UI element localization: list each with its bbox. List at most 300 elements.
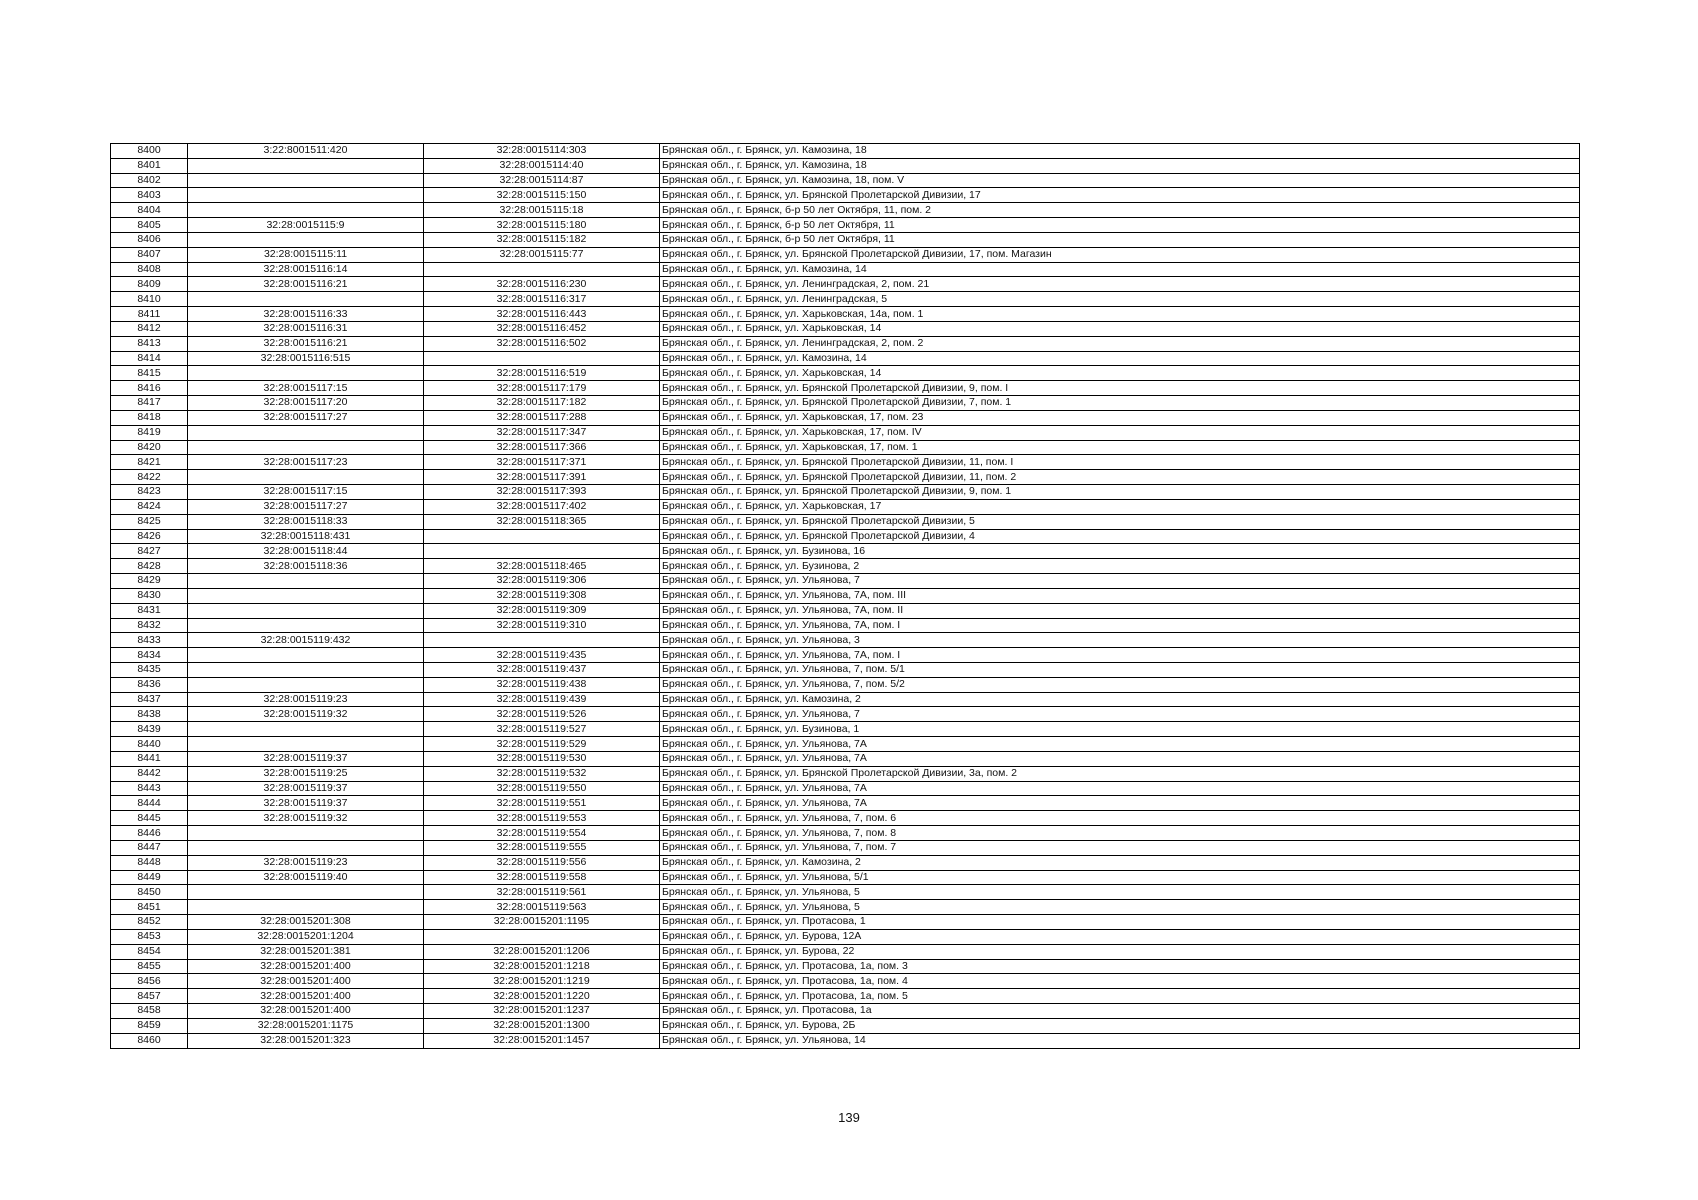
table-row [111, 574, 1580, 589]
parcel-number-cell [188, 618, 424, 633]
row-number-cell: 8418 [111, 410, 188, 425]
row-number-cell: 8443 [111, 781, 188, 796]
row-number-cell: 8457 [111, 989, 188, 1004]
object-number-cell: 32:28:0015201:1220 [424, 989, 660, 1004]
row-number-cell: 8437 [111, 692, 188, 707]
row-number-cell: 8450 [111, 885, 188, 900]
table-row [111, 529, 1580, 544]
table-row [111, 870, 1580, 885]
address-cell: Брянская обл., г. Брянск, ул. Ульянова, 7, пом. 5/1 [660, 662, 1580, 677]
object-number-cell: 32:28:0015119:435 [424, 648, 660, 663]
parcel-number-cell: 32:28:0015201:381 [188, 944, 424, 959]
object-number-cell [424, 633, 660, 648]
address-cell: Брянская обл., г. Брянск, ул. Бузинова, 1 [660, 722, 1580, 737]
parcel-number-cell [188, 648, 424, 663]
parcel-number-cell [188, 737, 424, 752]
parcel-number-cell: 3:22:8001511:420 [188, 144, 424, 159]
parcel-number-cell [188, 203, 424, 218]
address-cell: Брянская обл., г. Брянск, ул. Бурова, 22 [660, 944, 1580, 959]
address-cell: Брянская обл., г. Брянск, ул. Ульянова, 14 [660, 1033, 1580, 1048]
address-cell: Брянская обл., г. Брянск, ул. Ульянова, 7А [660, 751, 1580, 766]
address-cell: Брянская обл., г. Брянск, ул. Ульянова, 7А [660, 781, 1580, 796]
address-cell: Брянская обл., г. Брянск, ул. Харьковская, 17, пом. 23 [660, 410, 1580, 425]
table-row [111, 158, 1580, 173]
table-row [111, 648, 1580, 663]
address-cell: Брянская обл., г. Брянск, ул. Брянской Пролетарской Дивизии, 17, пом. Магазин [660, 247, 1580, 262]
parcel-number-cell: 32:28:0015116:21 [188, 336, 424, 351]
parcel-number-cell [188, 173, 424, 188]
table-row [111, 677, 1580, 692]
address-cell: Брянская обл., г. Брянск, ул. Ульянова, 5 [660, 885, 1580, 900]
row-number-cell: 8459 [111, 1018, 188, 1033]
object-number-cell: 32:28:0015119:550 [424, 781, 660, 796]
object-number-cell: 32:28:0015119:561 [424, 885, 660, 900]
parcel-number-cell [188, 425, 424, 440]
parcel-number-cell [188, 840, 424, 855]
object-number-cell: 32:28:0015119:306 [424, 574, 660, 589]
object-number-cell: 32:28:0015114:40 [424, 158, 660, 173]
parcel-number-cell: 32:28:0015118:33 [188, 514, 424, 529]
row-number-cell: 8426 [111, 529, 188, 544]
row-number-cell: 8452 [111, 915, 188, 930]
table-row [111, 974, 1580, 989]
address-cell: Брянская обл., г. Брянск, ул. Харьковская, 17, пом. 1 [660, 440, 1580, 455]
table-row [111, 751, 1580, 766]
row-number-cell: 8448 [111, 855, 188, 870]
address-cell: Брянская обл., г. Брянск, ул. Ульянова, 5/1 [660, 870, 1580, 885]
row-number-cell: 8456 [111, 974, 188, 989]
table-row [111, 796, 1580, 811]
row-number-cell: 8415 [111, 366, 188, 381]
object-number-cell: 32:28:0015116:317 [424, 292, 660, 307]
table-row [111, 855, 1580, 870]
object-number-cell: 32:28:0015117:347 [424, 425, 660, 440]
table-row [111, 381, 1580, 396]
object-number-cell: 32:28:0015115:180 [424, 218, 660, 233]
address-cell: Брянская обл., г. Брянск, ул. Камозина, 18 [660, 144, 1580, 159]
address-cell: Брянская обл., г. Брянск, ул. Брянской Пролетарской Дивизии, 9, пом. I [660, 381, 1580, 396]
object-number-cell: 32:28:0015119:308 [424, 588, 660, 603]
row-number-cell: 8441 [111, 751, 188, 766]
row-number-cell: 8454 [111, 944, 188, 959]
row-number-cell: 8460 [111, 1033, 188, 1048]
object-number-cell: 32:28:0015115:18 [424, 203, 660, 218]
object-number-cell: 32:28:0015117:288 [424, 410, 660, 425]
object-number-cell: 32:28:0015119:529 [424, 737, 660, 752]
row-number-cell: 8402 [111, 173, 188, 188]
parcel-number-cell: 32:28:0015119:23 [188, 692, 424, 707]
address-cell: Брянская обл., г. Брянск, ул. Камозина, 18, пом. V [660, 173, 1580, 188]
object-number-cell: 32:28:0015119:439 [424, 692, 660, 707]
address-cell: Брянская обл., г. Брянск, ул. Брянской Пролетарской Дивизии, 9, пом. 1 [660, 485, 1580, 500]
object-number-cell: 32:28:0015117:366 [424, 440, 660, 455]
parcel-number-cell: 32:28:0015116:515 [188, 351, 424, 366]
parcel-number-cell: 32:28:0015119:32 [188, 707, 424, 722]
object-number-cell: 32:28:0015119:556 [424, 855, 660, 870]
table-row [111, 173, 1580, 188]
address-cell: Брянская обл., г. Брянск, ул. Ульянова, 3 [660, 633, 1580, 648]
row-number-cell: 8432 [111, 618, 188, 633]
table-row [111, 396, 1580, 411]
row-number-cell: 8425 [111, 514, 188, 529]
parcel-number-cell: 32:28:0015117:27 [188, 499, 424, 514]
object-number-cell: 32:28:0015119:438 [424, 677, 660, 692]
row-number-cell: 8417 [111, 396, 188, 411]
table-row [111, 1004, 1580, 1019]
address-cell: Брянская обл., г. Брянск, ул. Ленинградская, 2, пом. 2 [660, 336, 1580, 351]
address-cell: Брянская обл., г. Брянск, ул. Ульянова, 7 [660, 707, 1580, 722]
address-cell: Брянская обл., г. Брянск, ул. Протасова, 1а, пом. 3 [660, 959, 1580, 974]
table-row [111, 455, 1580, 470]
address-cell: Брянская обл., г. Брянск, ул. Ульянова, 7А, пом. III [660, 588, 1580, 603]
object-number-cell: 32:28:0015116:230 [424, 277, 660, 292]
object-number-cell: 32:28:0015119:527 [424, 722, 660, 737]
parcel-number-cell: 32:28:0015119:32 [188, 811, 424, 826]
row-number-cell: 8409 [111, 277, 188, 292]
address-cell: Брянская обл., г. Брянск, ул. Ульянова, 7А [660, 737, 1580, 752]
object-number-cell [424, 929, 660, 944]
table-row [111, 707, 1580, 722]
row-number-cell: 8458 [111, 1004, 188, 1019]
table-row [111, 203, 1580, 218]
address-cell: Брянская обл., г. Брянск, ул. Протасова, 1а [660, 1004, 1580, 1019]
row-number-cell: 8400 [111, 144, 188, 159]
row-number-cell: 8404 [111, 203, 188, 218]
parcel-number-cell: 32:28:0015201:400 [188, 1004, 424, 1019]
address-cell: Брянская обл., г. Брянск, ул. Камозина, 14 [660, 351, 1580, 366]
table-row [111, 232, 1580, 247]
address-cell: Брянская обл., г. Брянск, ул. Ульянова, 7А, пом. II [660, 603, 1580, 618]
row-number-cell: 8423 [111, 485, 188, 500]
address-cell: Брянская обл., г. Брянск, ул. Ульянова, 7, пом. 5/2 [660, 677, 1580, 692]
parcel-number-cell: 32:28:0015119:40 [188, 870, 424, 885]
row-number-cell: 8434 [111, 648, 188, 663]
parcel-number-cell [188, 677, 424, 692]
address-cell: Брянская обл., г. Брянск, ул. Ленинградская, 2, пом. 21 [660, 277, 1580, 292]
object-number-cell: 32:28:0015116:502 [424, 336, 660, 351]
row-number-cell: 8401 [111, 158, 188, 173]
table-row [111, 840, 1580, 855]
row-number-cell: 8447 [111, 840, 188, 855]
address-cell: Брянская обл., г. Брянск, ул. Брянской Пролетарской Дивизии, 11, пом. I [660, 455, 1580, 470]
address-cell: Брянская обл., г. Брянск, ул. Брянской Пролетарской Дивизии, 5 [660, 514, 1580, 529]
table-row [111, 885, 1580, 900]
row-number-cell: 8422 [111, 470, 188, 485]
table-row [111, 544, 1580, 559]
table-row [111, 336, 1580, 351]
parcel-number-cell: 32:28:0015116:21 [188, 277, 424, 292]
object-number-cell: 32:28:0015117:393 [424, 485, 660, 500]
row-number-cell: 8410 [111, 292, 188, 307]
row-number-cell: 8444 [111, 796, 188, 811]
address-cell: Брянская обл., г. Брянск, ул. Протасова, 1 [660, 915, 1580, 930]
registry-table-body [111, 144, 1580, 1049]
table-row [111, 410, 1580, 425]
parcel-number-cell: 32:28:0015201:1175 [188, 1018, 424, 1033]
address-cell: Брянская обл., г. Брянск, ул. Ульянова, 7А, пом. I [660, 618, 1580, 633]
table-row [111, 588, 1580, 603]
table-row [111, 900, 1580, 915]
row-number-cell: 8435 [111, 662, 188, 677]
object-number-cell: 32:28:0015114:303 [424, 144, 660, 159]
address-cell: Брянская обл., г. Брянск, ул. Брянской Пролетарской Дивизии, 7, пом. 1 [660, 396, 1580, 411]
table-row [111, 499, 1580, 514]
row-number-cell: 8416 [111, 381, 188, 396]
table-row [111, 989, 1580, 1004]
address-cell: Брянская обл., г. Брянск, ул. Ульянова, 7А [660, 796, 1580, 811]
table-row [111, 144, 1580, 159]
row-number-cell: 8440 [111, 737, 188, 752]
table-row [111, 929, 1580, 944]
object-number-cell: 32:28:0015201:1195 [424, 915, 660, 930]
address-cell: Брянская обл., г. Брянск, ул. Протасова, 1а, пом. 5 [660, 989, 1580, 1004]
row-number-cell: 8431 [111, 603, 188, 618]
address-cell: Брянская обл., г. Брянск, ул. Брянской Пролетарской Дивизии, 11, пом. 2 [660, 470, 1580, 485]
address-cell: Брянская обл., г. Брянск, ул. Брянской Пролетарской Дивизии, 17 [660, 188, 1580, 203]
parcel-number-cell: 32:28:0015119:37 [188, 751, 424, 766]
registry-table [110, 143, 1580, 1049]
object-number-cell: 32:28:0015117:371 [424, 455, 660, 470]
object-number-cell: 32:28:0015119:310 [424, 618, 660, 633]
address-cell: Брянская обл., г. Брянск, ул. Ульянова, 7А, пом. I [660, 648, 1580, 663]
parcel-number-cell: 32:28:0015118:44 [188, 544, 424, 559]
table-row [111, 321, 1580, 336]
parcel-number-cell [188, 158, 424, 173]
table-row [111, 218, 1580, 233]
parcel-number-cell [188, 440, 424, 455]
row-number-cell: 8439 [111, 722, 188, 737]
table-row [111, 1018, 1580, 1033]
address-cell: Брянская обл., г. Брянск, ул. Камозина, 14 [660, 262, 1580, 277]
object-number-cell: 32:28:0015118:465 [424, 559, 660, 574]
parcel-number-cell: 32:28:0015117:23 [188, 455, 424, 470]
object-number-cell [424, 351, 660, 366]
table-row [111, 662, 1580, 677]
table-row [111, 826, 1580, 841]
address-cell: Брянская обл., г. Брянск, ул. Ульянова, 7 [660, 574, 1580, 589]
address-cell: Брянская обл., г. Брянск, ул. Ульянова, 7, пом. 7 [660, 840, 1580, 855]
object-number-cell: 32:28:0015115:77 [424, 247, 660, 262]
parcel-number-cell: 32:28:0015201:400 [188, 959, 424, 974]
row-number-cell: 8429 [111, 574, 188, 589]
parcel-number-cell: 32:28:0015119:432 [188, 633, 424, 648]
address-cell: Брянская обл., г. Брянск, ул. Харьковская, 14 [660, 321, 1580, 336]
parcel-number-cell: 32:28:0015116:33 [188, 307, 424, 322]
table-row [111, 959, 1580, 974]
object-number-cell: 32:28:0015119:437 [424, 662, 660, 677]
table-row [111, 277, 1580, 292]
object-number-cell: 32:28:0015117:179 [424, 381, 660, 396]
table-row [111, 247, 1580, 262]
table-row [111, 915, 1580, 930]
row-number-cell: 8442 [111, 766, 188, 781]
table-row [111, 766, 1580, 781]
address-cell: Брянская обл., г. Брянск, ул. Камозина, 2 [660, 855, 1580, 870]
address-cell: Брянская обл., г. Брянск, ул. Харьковская, 14а, пом. 1 [660, 307, 1580, 322]
address-cell: Брянская обл., г. Брянск, ул. Брянской Пролетарской Дивизии, 4 [660, 529, 1580, 544]
address-cell: Брянская обл., г. Брянск, ул. Харьковская, 17 [660, 499, 1580, 514]
object-number-cell: 32:28:0015118:365 [424, 514, 660, 529]
parcel-number-cell [188, 885, 424, 900]
parcel-number-cell: 32:28:0015119:25 [188, 766, 424, 781]
address-cell: Брянская обл., г. Брянск, б-р 50 лет Октября, 11 [660, 218, 1580, 233]
parcel-number-cell [188, 603, 424, 618]
row-number-cell: 8421 [111, 455, 188, 470]
parcel-number-cell: 32:28:0015201:400 [188, 989, 424, 1004]
table-row [111, 618, 1580, 633]
row-number-cell: 8430 [111, 588, 188, 603]
row-number-cell: 8455 [111, 959, 188, 974]
address-cell: Брянская обл., г. Брянск, ул. Брянской Пролетарской Дивизии, 3а, пом. 2 [660, 766, 1580, 781]
table-row [111, 485, 1580, 500]
object-number-cell: 32:28:0015201:1206 [424, 944, 660, 959]
parcel-number-cell: 32:28:0015119:37 [188, 781, 424, 796]
table-row [111, 366, 1580, 381]
table-row [111, 737, 1580, 752]
parcel-number-cell: 32:28:0015201:323 [188, 1033, 424, 1048]
parcel-number-cell: 32:28:0015117:15 [188, 485, 424, 500]
parcel-number-cell [188, 900, 424, 915]
table-row [111, 781, 1580, 796]
object-number-cell: 32:28:0015201:1218 [424, 959, 660, 974]
parcel-number-cell [188, 574, 424, 589]
table-row [111, 1033, 1580, 1048]
object-number-cell: 32:28:0015119:555 [424, 840, 660, 855]
row-number-cell: 8438 [111, 707, 188, 722]
table-row [111, 470, 1580, 485]
address-cell: Брянская обл., г. Брянск, ул. Харьковская, 17, пом. IV [660, 425, 1580, 440]
row-number-cell: 8413 [111, 336, 188, 351]
row-number-cell: 8408 [111, 262, 188, 277]
object-number-cell: 32:28:0015115:150 [424, 188, 660, 203]
object-number-cell [424, 529, 660, 544]
table-row [111, 307, 1580, 322]
table-row [111, 351, 1580, 366]
address-cell: Брянская обл., г. Брянск, ул. Камозина, 18 [660, 158, 1580, 173]
row-number-cell: 8411 [111, 307, 188, 322]
object-number-cell: 32:28:0015119:558 [424, 870, 660, 885]
object-number-cell: 32:28:0015116:452 [424, 321, 660, 336]
object-number-cell: 32:28:0015119:530 [424, 751, 660, 766]
parcel-number-cell: 32:28:0015117:27 [188, 410, 424, 425]
row-number-cell: 8453 [111, 929, 188, 944]
table-row [111, 425, 1580, 440]
row-number-cell: 8420 [111, 440, 188, 455]
parcel-number-cell [188, 662, 424, 677]
parcel-number-cell: 32:28:0015117:20 [188, 396, 424, 411]
parcel-number-cell [188, 826, 424, 841]
object-number-cell: 32:28:0015201:1457 [424, 1033, 660, 1048]
address-cell: Брянская обл., г. Брянск, ул. Ленинградская, 5 [660, 292, 1580, 307]
table-row [111, 603, 1580, 618]
row-number-cell: 8405 [111, 218, 188, 233]
parcel-number-cell [188, 292, 424, 307]
object-number-cell: 32:28:0015119:554 [424, 826, 660, 841]
address-cell: Брянская обл., г. Брянск, ул. Бурова, 12А [660, 929, 1580, 944]
parcel-number-cell [188, 232, 424, 247]
table-row [111, 811, 1580, 826]
object-number-cell: 32:28:0015117:391 [424, 470, 660, 485]
address-cell: Брянская обл., г. Брянск, ул. Ульянова, 5 [660, 900, 1580, 915]
parcel-number-cell: 32:28:0015116:31 [188, 321, 424, 336]
object-number-cell: 32:28:0015116:443 [424, 307, 660, 322]
address-cell: Брянская обл., г. Брянск, ул. Харьковская, 14 [660, 366, 1580, 381]
parcel-number-cell: 32:28:0015119:23 [188, 855, 424, 870]
parcel-number-cell [188, 722, 424, 737]
table-row [111, 292, 1580, 307]
page-number: 139 [838, 1110, 860, 1125]
row-number-cell: 8419 [111, 425, 188, 440]
parcel-number-cell: 32:28:0015115:9 [188, 218, 424, 233]
row-number-cell: 8446 [111, 826, 188, 841]
parcel-number-cell [188, 188, 424, 203]
row-number-cell: 8449 [111, 870, 188, 885]
object-number-cell: 32:28:0015119:563 [424, 900, 660, 915]
row-number-cell: 8451 [111, 900, 188, 915]
address-cell: Брянская обл., г. Брянск, ул. Бузинова, 16 [660, 544, 1580, 559]
parcel-number-cell: 32:28:0015115:11 [188, 247, 424, 262]
table-row [111, 262, 1580, 277]
table-row [111, 722, 1580, 737]
row-number-cell: 8433 [111, 633, 188, 648]
parcel-number-cell: 32:28:0015116:14 [188, 262, 424, 277]
object-number-cell: 32:28:0015119:526 [424, 707, 660, 722]
row-number-cell: 8406 [111, 232, 188, 247]
parcel-number-cell: 32:28:0015117:15 [188, 381, 424, 396]
row-number-cell: 8403 [111, 188, 188, 203]
row-number-cell: 8412 [111, 321, 188, 336]
table-row [111, 692, 1580, 707]
address-cell: Брянская обл., г. Брянск, ул. Ульянова, 7, пом. 8 [660, 826, 1580, 841]
row-number-cell: 8445 [111, 811, 188, 826]
table-row [111, 559, 1580, 574]
object-number-cell: 32:28:0015201:1300 [424, 1018, 660, 1033]
address-cell: Брянская обл., г. Брянск, б-р 50 лет Октября, 11, пом. 2 [660, 203, 1580, 218]
row-number-cell: 8407 [111, 247, 188, 262]
table-row [111, 514, 1580, 529]
row-number-cell: 8427 [111, 544, 188, 559]
object-number-cell: 32:28:0015119:551 [424, 796, 660, 811]
table-row [111, 188, 1580, 203]
row-number-cell: 8436 [111, 677, 188, 692]
parcel-number-cell: 32:28:0015118:431 [188, 529, 424, 544]
row-number-cell: 8428 [111, 559, 188, 574]
object-number-cell: 32:28:0015117:182 [424, 396, 660, 411]
object-number-cell: 32:28:0015119:532 [424, 766, 660, 781]
address-cell: Брянская обл., г. Брянск, ул. Бурова, 2Б [660, 1018, 1580, 1033]
object-number-cell [424, 262, 660, 277]
row-number-cell: 8424 [111, 499, 188, 514]
parcel-number-cell: 32:28:0015201:308 [188, 915, 424, 930]
parcel-number-cell: 32:28:0015201:400 [188, 974, 424, 989]
table-row [111, 633, 1580, 648]
parcel-number-cell: 32:28:0015201:1204 [188, 929, 424, 944]
object-number-cell: 32:28:0015119:553 [424, 811, 660, 826]
address-cell: Брянская обл., г. Брянск, ул. Бузинова, 2 [660, 559, 1580, 574]
row-number-cell: 8414 [111, 351, 188, 366]
address-cell: Брянская обл., г. Брянск, б-р 50 лет Октября, 11 [660, 232, 1580, 247]
address-cell: Брянская обл., г. Брянск, ул. Протасова, 1а, пом. 4 [660, 974, 1580, 989]
parcel-number-cell: 32:28:0015118:36 [188, 559, 424, 574]
object-number-cell: 32:28:0015115:182 [424, 232, 660, 247]
address-cell: Брянская обл., г. Брянск, ул. Ульянова, 7, пом. 6 [660, 811, 1580, 826]
object-number-cell: 32:28:0015116:519 [424, 366, 660, 381]
table-row [111, 440, 1580, 455]
parcel-number-cell [188, 366, 424, 381]
object-number-cell: 32:28:0015201:1237 [424, 1004, 660, 1019]
parcel-number-cell [188, 470, 424, 485]
object-number-cell [424, 544, 660, 559]
